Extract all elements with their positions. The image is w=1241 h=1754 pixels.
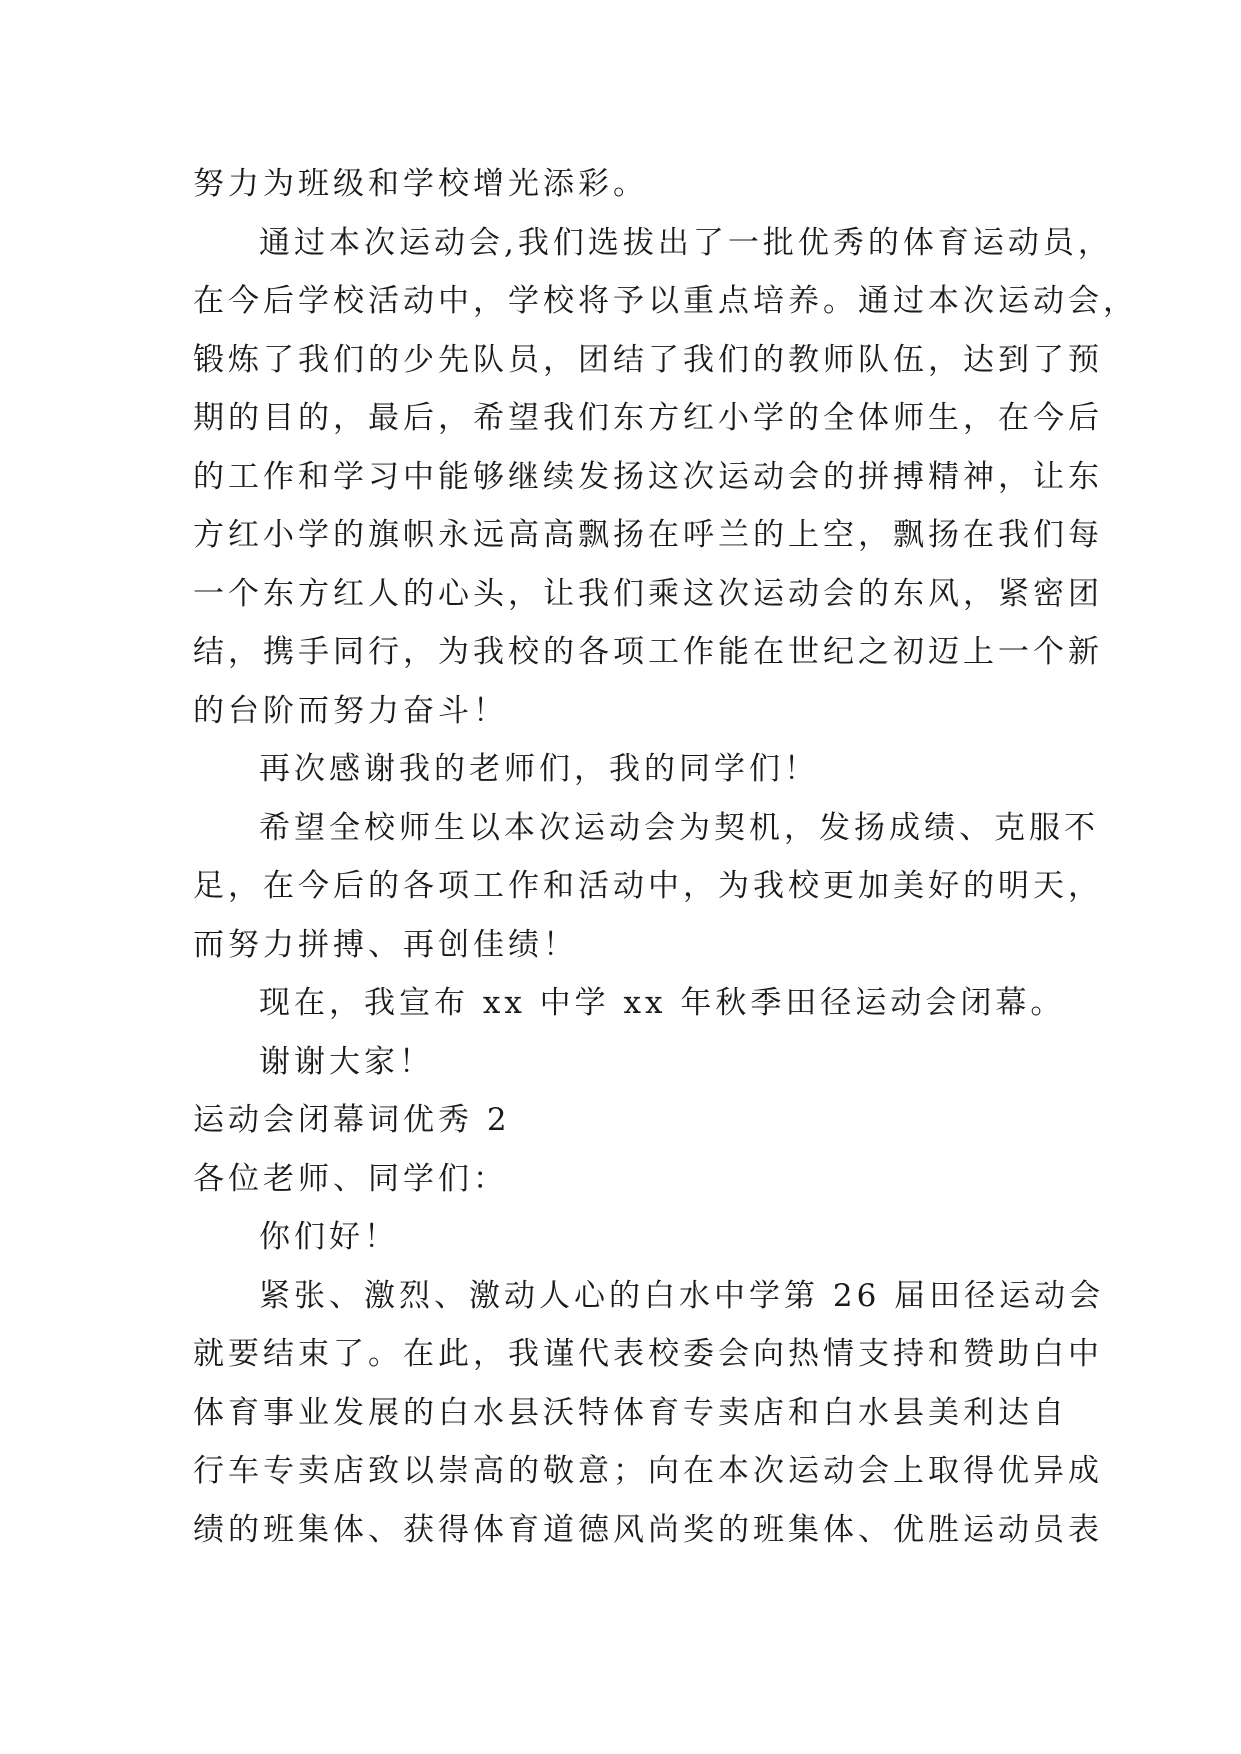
text-line: 足，在今后的各项工作和活动中，为我校更加美好的明天， [193,868,1103,904]
text-line: 运动会闭幕词优秀 2 [193,1102,511,1138]
text-line: 在今后学校活动中，学校将予以重点培养。通过本次运动会， [193,283,1138,319]
text-line: 现在，我宣布 xx 中学 xx 年秋季田径运动会闭幕。 [259,985,1066,1021]
text-line: 各位老师、同学们： [193,1160,508,1197]
text-line: 就要结束了。在此，我谨代表校委会向热情支持和赞助白中 [193,1336,1103,1372]
text-line: 体育事业发展的白水县沃特体育专卖店和白水县美利达自 [193,1394,1068,1431]
text-line: 通过本次运动会,我们选拔出了一批优秀的体育运动员， [259,224,1113,261]
text-line: 紧张、激烈、激动人心的白水中学第 26 届田径运动会 [259,1277,1105,1314]
text-line: 的台阶而努力奋斗！ [193,692,508,729]
text-line: 努力为班级和学校增光添彩。 [193,166,648,202]
text-line: 谢谢大家！ [259,1043,434,1080]
text-line: 锻炼了我们的少先队员，团结了我们的教师队伍，达到了预 [193,341,1103,378]
text-line: 希望全校师生以本次运动会为契机，发扬成绩、克服不 [259,809,1099,846]
text-line: 行车专卖店致以崇高的敬意；向在本次运动会上取得优异成 [193,1453,1103,1489]
text-line: 再次感谢我的老师们，我的同学们！ [259,751,819,787]
text-line: 绩的班集体、获得体育道德风尚奖的班集体、优胜运动员表 [193,1511,1103,1548]
text-line: 结，携手同行，为我校的各项工作能在世纪之初迈上一个新 [193,634,1103,670]
document-body [193,155,1138,1559]
text-line: 的工作和学习中能够继续发扬这次运动会的拼搏精神，让东 [193,458,1103,495]
text-line: 期的目的，最后，希望我们东方红小学的全体师生，在今后 [193,400,1103,436]
text-line: 而努力拼搏、再创佳绩！ [193,926,578,963]
text-line: 一个东方红人的心头，让我们乘这次运动会的东风，紧密团 [193,575,1103,612]
text-line: 你们好！ [259,1219,399,1255]
text-line: 方红小学的旗帜永远高高飘扬在呼兰的上空，飘扬在我们每 [193,517,1103,553]
